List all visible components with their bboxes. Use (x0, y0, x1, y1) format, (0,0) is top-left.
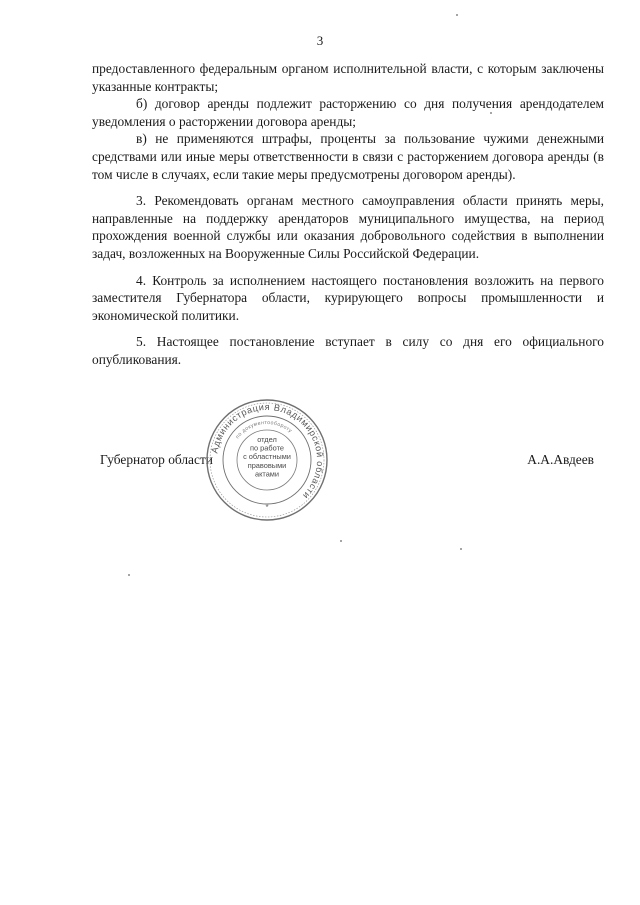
seal-center-line: по работе (250, 443, 284, 453)
scan-speck (456, 14, 458, 16)
scan-speck (128, 574, 130, 576)
paragraph-item-v: в) не применяются штрафы, проценты за пользование чужими денежными средствами или иные меры ответственности в связи с расторжением договора аренды (в том числе в случаях, если такие меры предусмотрены договором аренды). (92, 131, 604, 182)
page-number: 3 (316, 33, 324, 48)
paragraph-item-b: б) договор аренды подлежит расторжению со дня получения арендодателем уведомления о расторжении договора аренды; (92, 96, 604, 129)
seal-center-text (243, 435, 291, 478)
seal-outer-text: Администрация Владимирской области (209, 401, 326, 502)
paragraph-point-4: 4. Контроль за исполнением настоящего постановления возложить на первого заместителя Губернатора области, курирующего вопросы промышленности и экономической политики. (92, 272, 604, 323)
scan-speck (490, 112, 492, 114)
paragraph-point-3: 3. Рекомендовать органам местного самоуправления области принять меры, направленные на поддержку арендаторов муниципального имущества, на период прохождения военной службы или оказания добровольного содействия в выполнении задач, возложенных на Вооруженные Силы Российской Федерации. (92, 193, 604, 261)
document-body (92, 60, 604, 369)
seal-graphic (205, 398, 329, 522)
signatory-title: Губернатор области (100, 452, 213, 467)
seal-center-line: отдел (257, 435, 277, 444)
seal-center-line: правовыми (247, 460, 287, 470)
signatory-name: А.А.Авдеев (527, 452, 594, 467)
seal-inner-ring-text: по документообороту (234, 419, 294, 441)
scan-speck (460, 548, 462, 550)
paragraph-contracts-continuation: предоставленного федеральным органом исполнительной власти, с которым заключены указанные контракты; (92, 61, 604, 94)
signature-block (92, 452, 604, 472)
seal-center-line: актами (254, 469, 280, 479)
scan-speck (340, 540, 342, 542)
seal-center-line: с областными (243, 452, 291, 462)
paragraph-point-5: 5. Настоящее постановление вступает в силу со дня его официального опубликования. (92, 334, 604, 367)
seal-star-icon: * (265, 503, 269, 512)
official-seal (205, 398, 329, 522)
